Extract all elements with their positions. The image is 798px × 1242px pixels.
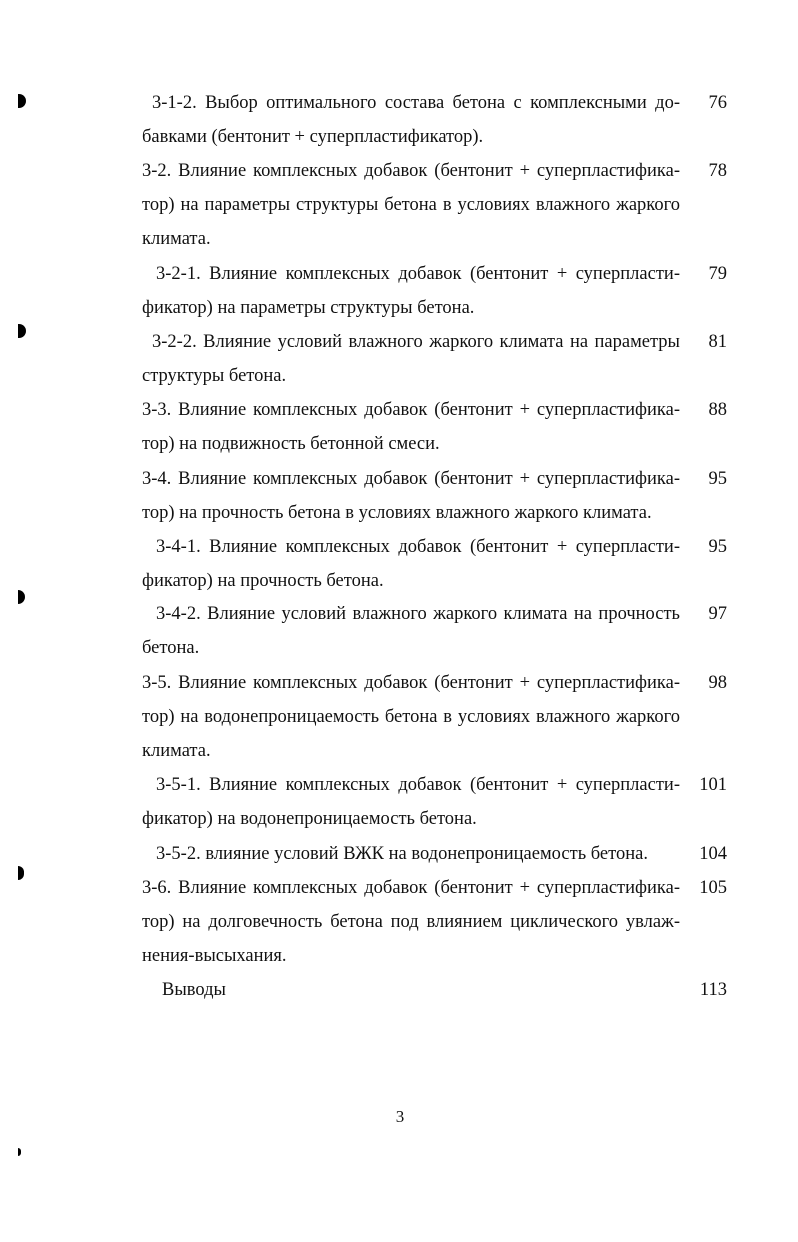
toc-entry-text: тор) на параметры структуры бетона в условиях влажного жаркого: [142, 195, 680, 215]
toc-entry-text: бетона.: [142, 638, 200, 658]
toc-page-number: 101: [699, 775, 727, 795]
toc-entry-text: 3-4. Влияние комплексных добавок (бентонит + суперпластифика-: [142, 469, 680, 489]
toc-page-number: 88: [708, 400, 727, 420]
toc-entry-text: Выводы: [162, 980, 226, 1000]
toc-page-number: 104: [699, 844, 727, 864]
toc-page-number: 105: [699, 878, 727, 898]
toc-entry-text: тор) на долговечность бетона под влиянием циклического увлаж-: [142, 912, 680, 932]
toc-entry-text: 3-6. Влияние комплексных добавок (бентонит + суперпластифика-: [142, 878, 680, 898]
toc-entry-text: структуры бетона.: [142, 366, 287, 386]
toc-entry-text: 3-3. Влияние комплексных добавок (бентонит + суперпластифика-: [142, 400, 680, 420]
toc-entry-text: климата.: [142, 741, 211, 761]
toc-entry-text: 3-5-2. влияние условий ВЖК на водонепроницаемость бетона.: [156, 844, 648, 864]
toc-entry-text: 3-5. Влияние комплексных добавок (бентонит + суперпластифика-: [142, 673, 680, 693]
toc-entry-text: тор) на водонепроницаемость бетона в условиях влажного жаркого: [142, 707, 680, 727]
toc-entry-text: 3-2-2. Влияние условий влажного жаркого климата на параметры: [152, 332, 680, 352]
binding-mark: [18, 324, 26, 338]
binding-mark: [18, 590, 25, 604]
toc-page-number: 113: [699, 980, 727, 1000]
toc-page-number: 78: [708, 161, 727, 181]
binding-mark: [18, 1148, 21, 1156]
toc-entry-text: 3-4-2. Влияние условий влажного жаркого климата на прочность: [156, 604, 680, 624]
toc-entry-text: 3-2-1. Влияние комплексных добавок (бентонит + суперпласти-: [156, 264, 680, 284]
binding-mark: [18, 866, 24, 880]
toc-page-number: 79: [708, 264, 727, 284]
toc-entry-text: 3-1-2. Выбор оптимального состава бетона с комплексными до-: [152, 93, 680, 113]
toc-entry-text: фикатор) на параметры структуры бетона.: [142, 298, 475, 318]
toc-page-number: 76: [708, 93, 727, 113]
toc-entry-text: 3-5-1. Влияние комплексных добавок (бентонит + суперпласти-: [156, 775, 680, 795]
toc-entry-text: климата.: [142, 229, 211, 249]
toc-entry-text: тор) на прочность бетона в условиях влажного жаркого климата.: [142, 503, 652, 523]
toc-page-number: 95: [708, 469, 727, 489]
toc-entry-text: 3-2. Влияние комплексных добавок (бентонит + суперпластифика-: [142, 161, 680, 181]
binding-mark: [18, 94, 26, 108]
toc-entry-text: бавками (бентонит + суперпластификатор).: [142, 127, 484, 147]
page-number: 3: [395, 1107, 405, 1126]
toc-entry-text: 3-4-1. Влияние комплексных добавок (бентонит + суперпласти-: [156, 537, 680, 557]
toc-entry-text: фикатор) на прочность бетона.: [142, 571, 384, 591]
toc-entry-text: тор) на подвижность бетонной смеси.: [142, 434, 440, 454]
toc-entry-text: фикатор) на водонепроницаемость бетона.: [142, 809, 477, 829]
toc-page-number: 97: [708, 604, 727, 624]
toc-page-number: 98: [708, 673, 727, 693]
toc-entry-text: нения-высыхания.: [142, 946, 287, 966]
toc-page-number: 95: [708, 537, 727, 557]
toc-page-number: 81: [708, 332, 727, 352]
